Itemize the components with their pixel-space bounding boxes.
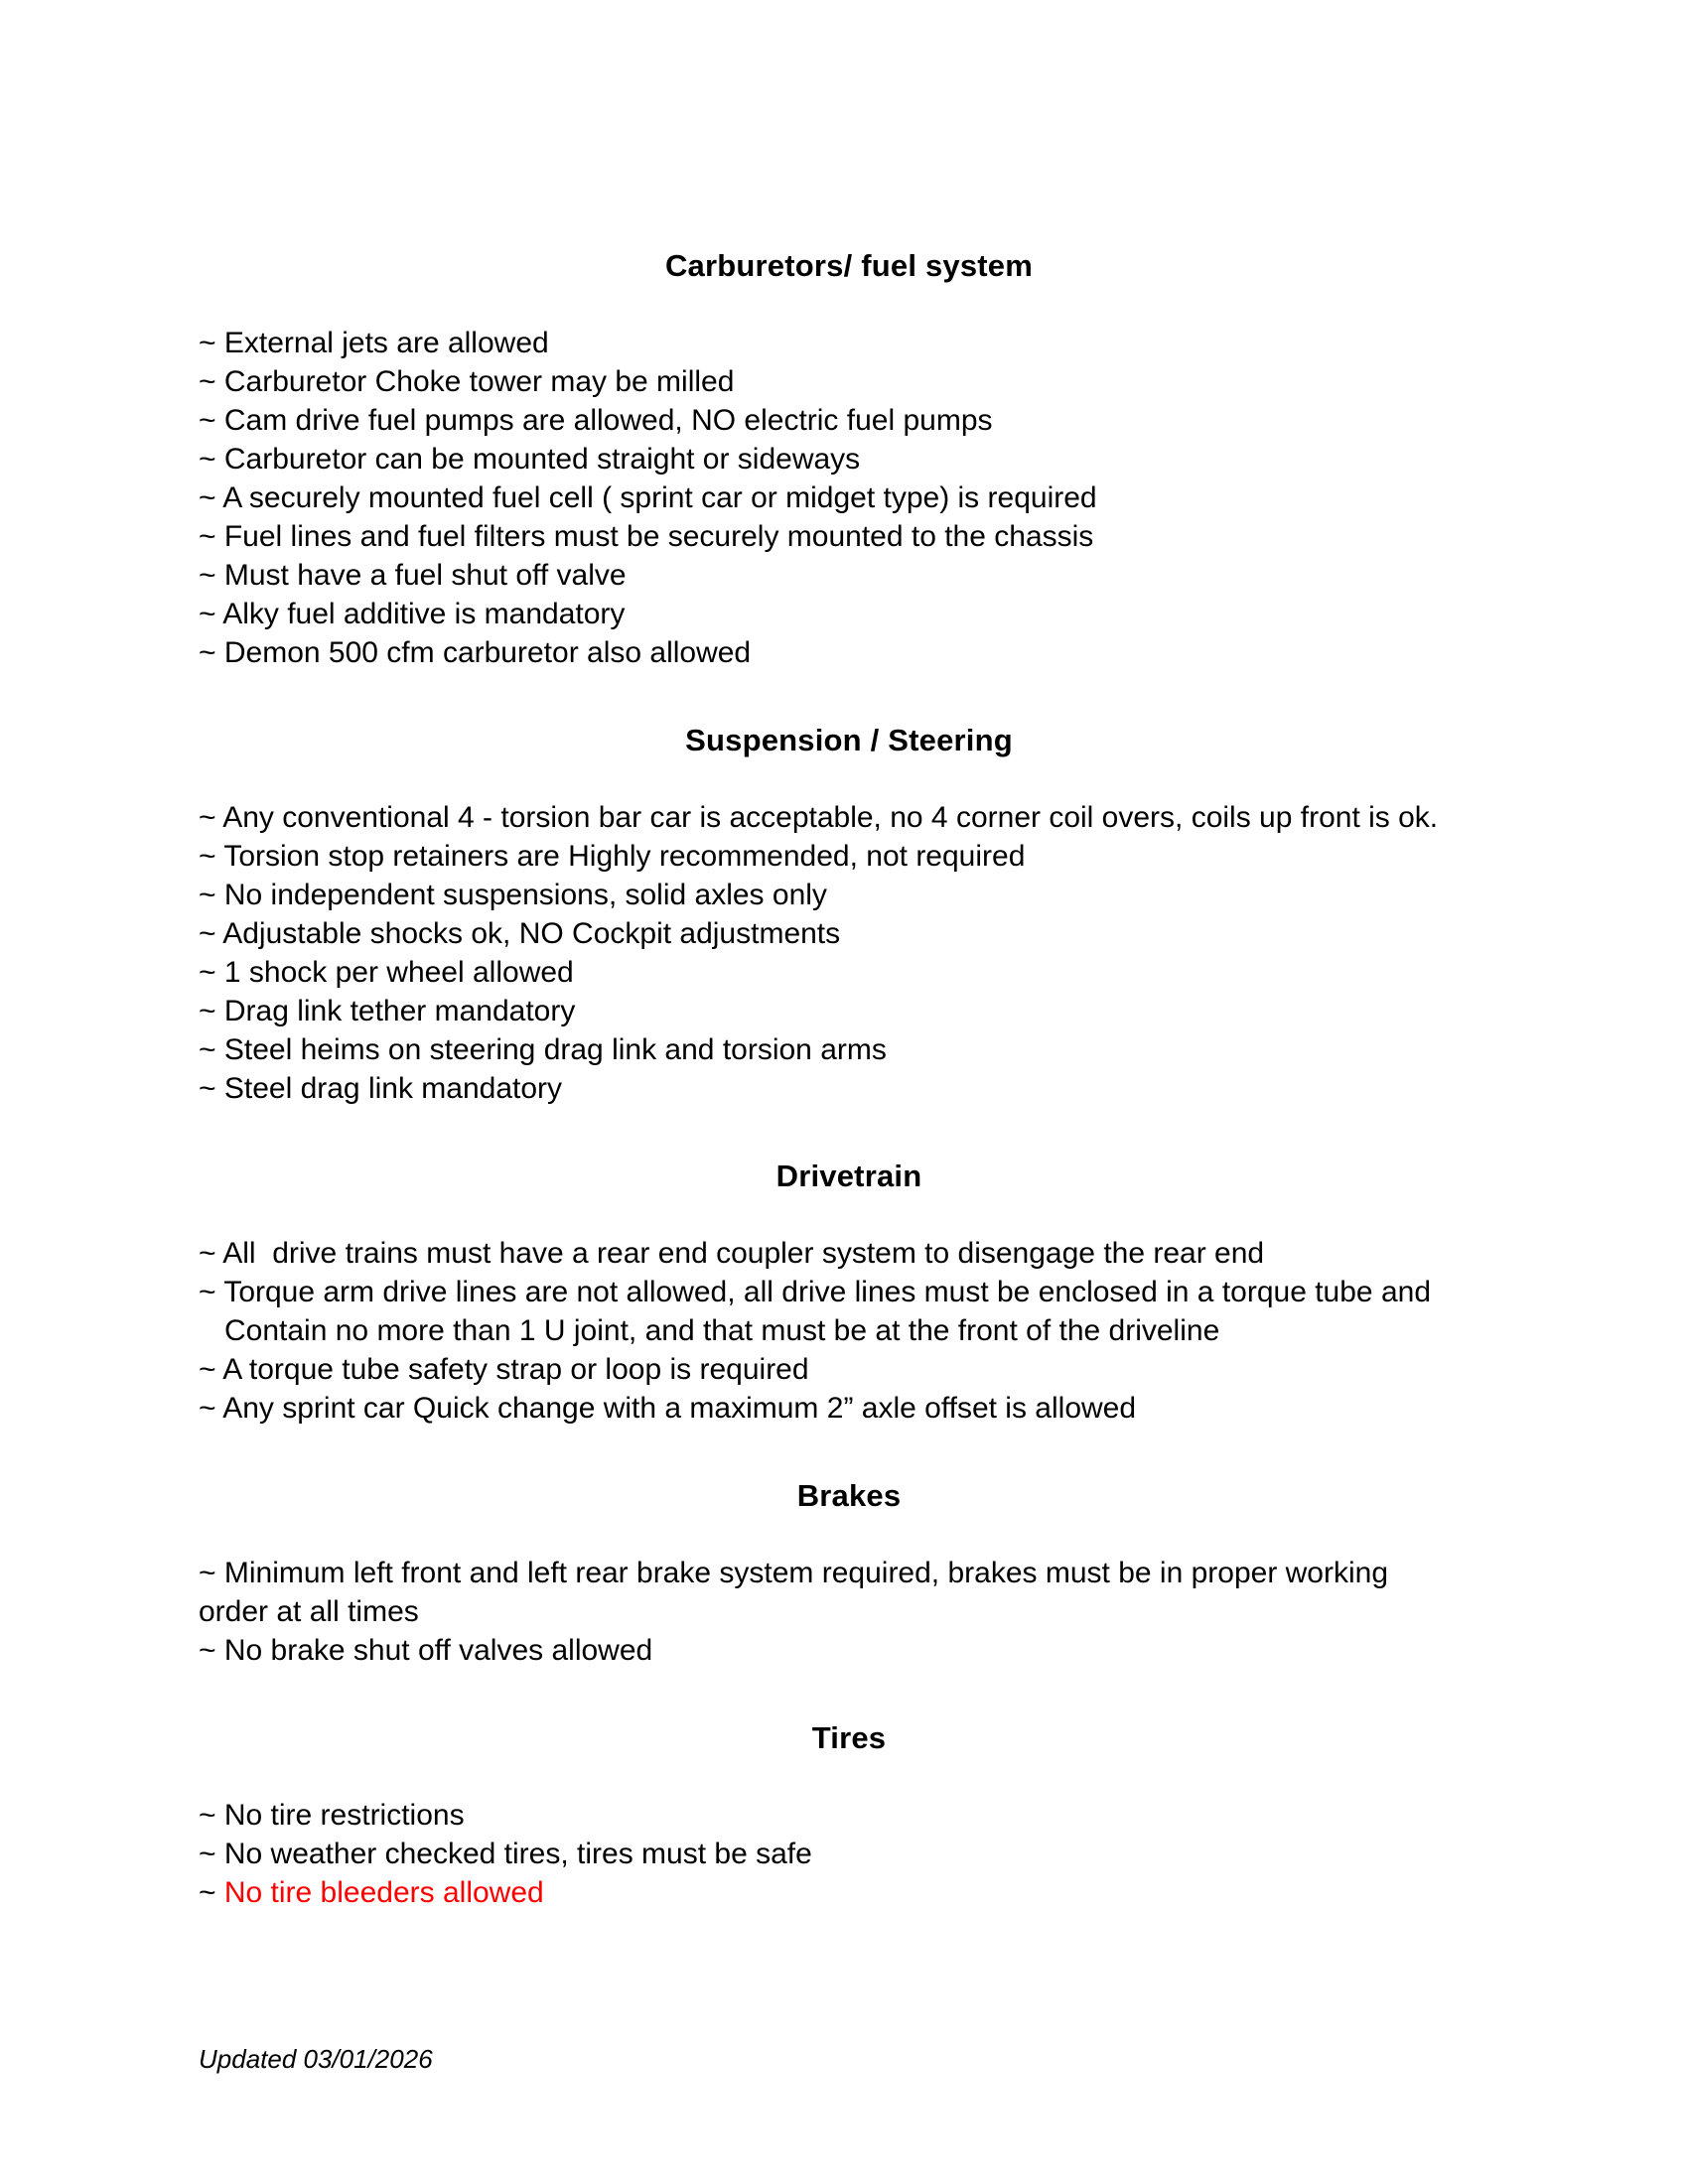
tilde-bullet: ~ [199,1392,223,1425]
rules-section [199,1718,1499,1912]
rule-text: No brake shut off valves allowed [223,1634,653,1667]
rule-text: No tire restrictions [223,1799,465,1832]
rule-text: External jets are allowed [223,327,549,359]
rule-line [199,324,1499,362]
tilde-bullet: ~ [199,995,224,1027]
rule-line [199,517,1499,556]
rule-line [199,1234,1499,1273]
rule-line [199,1631,1499,1670]
section-title: Tires [811,1720,887,1755]
rule-text: Torsion stop retainers are Highly recommended, not required [223,840,1026,873]
tilde-bullet: ~ [199,1353,223,1386]
rule-text: No independent suspensions, solid axles only [223,879,827,911]
rule-line-continuation [199,1592,1499,1631]
rule-text: Contain no more than 1 U joint, and that must be at the front of the driveline [224,1314,1220,1347]
rule-text: Any sprint car Quick change with a maximum 2” axle offset is allowed [222,1392,1137,1425]
rule-line-continuation [199,1311,1499,1350]
rule-text: A torque tube safety strap or loop is required [222,1353,809,1386]
rule-text: Steel heims on steering drag link and torsion arms [223,1033,887,1066]
rule-line [199,595,1499,633]
tilde-bullet: ~ [199,879,224,911]
rule-text: Any conventional 4 - torsion bar car is acceptable, no 4 corner coil overs, coils up front is ok. [222,801,1439,834]
tilde-bullet: ~ [199,481,223,514]
tilde-bullet: ~ [199,1838,224,1870]
rule-line [199,1030,1499,1069]
rule-list [199,798,1499,1108]
rule-text: Adjustable shocks ok, NO Cockpit adjustments [222,917,841,950]
rule-line [199,837,1499,876]
tilde-bullet: ~ [199,443,224,476]
rule-line [199,556,1499,595]
rule-line [199,953,1499,992]
footer-updated-date: Updated 03/01/2026 [199,2044,433,2074]
rule-list [199,1234,1499,1428]
rules-section [199,1157,1499,1428]
rule-line [199,440,1499,478]
tilde-bullet: ~ [199,365,224,398]
rule-text: Alky fuel additive is mandatory [222,598,626,630]
rule-text: All drive trains must have a rear end coupler system to disengage the rear end [222,1237,1265,1270]
rule-text: Demon 500 cfm carburetor also allowed [223,636,752,669]
rule-text: Must have a fuel shut off valve [223,559,627,592]
section-title: Brakes [796,1478,902,1513]
rule-list [199,324,1499,672]
rule-line [199,1350,1499,1389]
rules-section [199,721,1499,1108]
rule-line [199,1873,1499,1912]
tilde-bullet: ~ [199,1557,224,1589]
rule-text: Cam drive fuel pumps are allowed, NO electric fuel pumps [223,404,993,437]
rule-line [199,401,1499,440]
tilde-bullet: ~ [199,1799,224,1832]
rule-text: No weather checked tires, tires must be safe [223,1838,812,1870]
tilde-bullet: ~ [199,598,223,630]
tilde-bullet: ~ [199,1072,224,1105]
rule-text: 1 shock per wheel allowed [223,956,574,989]
tilde-bullet: ~ [199,1033,224,1066]
rule-list [199,1796,1499,1912]
rule-line [199,914,1499,953]
rule-line [199,362,1499,401]
rule-line [199,1554,1499,1592]
rule-text: Steel drag link mandatory [223,1072,563,1105]
rule-line [199,1796,1499,1835]
tilde-bullet: ~ [199,520,224,553]
rule-line [199,992,1499,1030]
rules-sections [199,246,1499,1961]
tilde-bullet: ~ [199,1634,224,1667]
rule-line [199,633,1499,672]
rule-line [199,1835,1499,1873]
rule-text: Carburetor Choke tower may be milled [223,365,735,398]
tilde-bullet: ~ [199,917,223,950]
tilde-bullet: ~ [199,1276,224,1308]
rule-text: A securely mounted fuel cell ( sprint car or midget type) is required [222,481,1097,514]
tilde-bullet: ~ [199,636,224,669]
rule-text: Carburetor can be mounted straight or sideways [223,443,861,476]
rule-text: order at all times [199,1595,419,1628]
rule-line [199,1069,1499,1108]
tilde-bullet: ~ [199,840,224,873]
rule-list [199,1554,1499,1670]
tilde-bullet: ~ [199,327,224,359]
section-title: Carburetors/ fuel system [664,248,1034,283]
tilde-bullet: ~ [199,1876,224,1909]
rule-line [199,798,1499,837]
rule-text: Torque arm drive lines are not allowed, all drive lines must be enclosed in a torque tube and [223,1276,1432,1308]
section-title: Suspension / Steering [685,723,1013,757]
tilde-bullet: ~ [199,801,223,834]
rule-line [199,1389,1499,1428]
rule-text: Fuel lines and fuel filters must be securely mounted to the chassis [223,520,1094,553]
tilde-bullet: ~ [199,559,224,592]
section-title: Drivetrain [775,1159,922,1193]
rule-line [199,478,1499,517]
rule-text: Drag link tether mandatory [223,995,576,1027]
tilde-bullet: ~ [199,1237,223,1270]
rules-section [199,1476,1499,1670]
rule-text: No tire bleeders allowed [223,1876,544,1909]
tilde-bullet: ~ [199,404,224,437]
rule-text: Minimum left front and left rear brake system required, brakes must be in proper working [223,1557,1389,1589]
rule-line [199,1273,1499,1311]
tilde-bullet: ~ [199,956,224,989]
rule-line [199,876,1499,914]
rules-section [199,246,1499,672]
